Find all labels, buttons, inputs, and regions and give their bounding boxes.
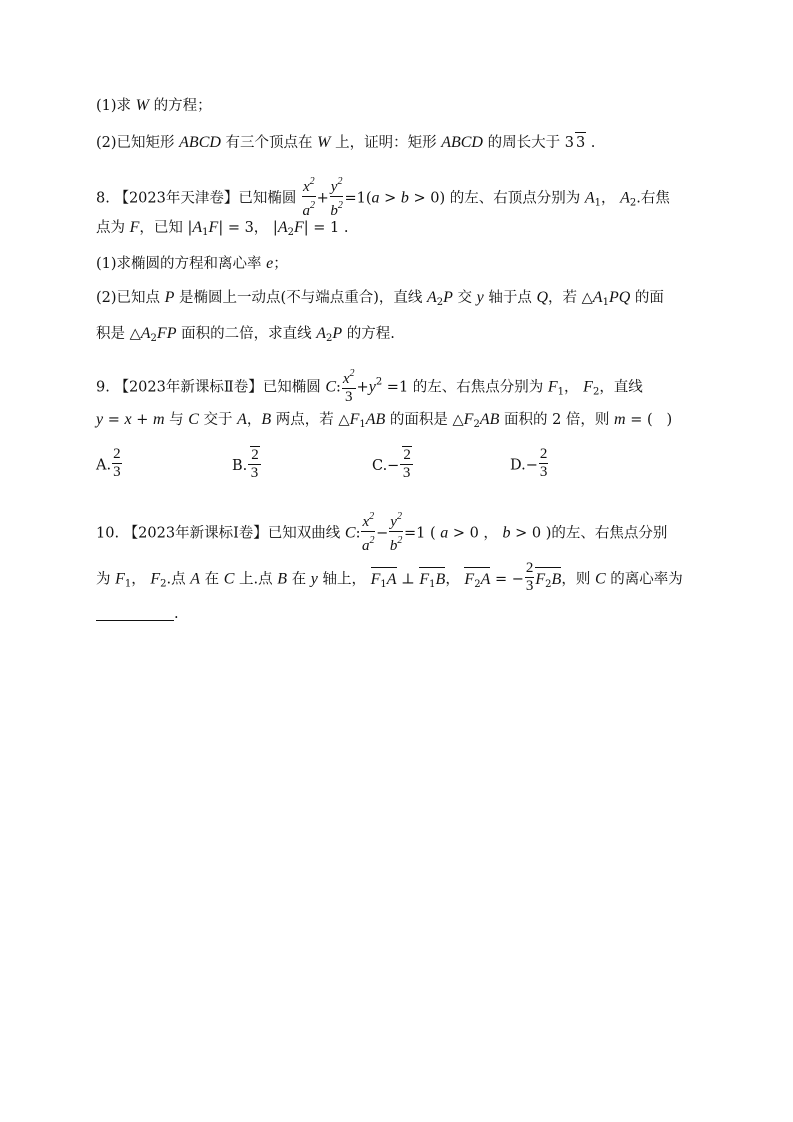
q9-option-b: B. $\frac{2}{3}$: [232, 447, 259, 481]
q9-option-d: D.− $\frac{2}{3}$: [510, 446, 548, 480]
q10-line3: .: [96, 604, 179, 624]
q9-line1: 9. 【2023年新课标Ⅱ卷】已知椭圆 C: $\frac{x^2}{3}$ $+y^2 =1$ 的左、右焦点分别为 $F_1$， $F_2$，直线: [96, 367, 643, 408]
q9-line2: y = x + m 与 C 交于 A，B 两点，若 $\triangle F_1AB$ 的面积是 $\triangle F_2AB$ 面积的 2 倍，则 m = ( ): [96, 411, 673, 430]
q10-line2: 为 $F_1$， $F_2$.点 A 在 C 上.点 B 在 y 轴上， $F_1A$ ⊥ $F_1B$， $F_2A$ = − $\frac{2}{3}$ $F_2B$，则 C 的离心率为: [96, 560, 683, 594]
q8-part1: (1)求椭圆的方程和离心率 e；: [96, 255, 288, 272]
q8-part2-line1: (2)已知点 P 是椭圆上一动点(不与端点重合)，直线 $A_2P$ 交 y 轴于点 Q，若 $\triangle A_1PQ$ 的面: [96, 289, 664, 308]
q8-line2: 点为 F，已知 $|A_1F| = 3$， $|A_2F| = 1$ .: [96, 219, 349, 238]
q7-part1: (1)求 W 的方程；: [96, 97, 212, 114]
q7-part2: (2)已知矩形 ABCD 有三个顶点在 W 上，证明：矩形 ABCD 的周长大于 3 3 .: [96, 134, 596, 151]
q8-line1: 8. 【2023年天津卷】已知椭圆 $\frac{x^2}{a^2}$ + $\frac{y^2}{b^2}$ =1(a > b > 0) 的左、右顶点分别为 $A_1$， $A_2$.右焦: [96, 175, 670, 222]
q8-part2-line2: 积是 $\triangle A_2FP$ 面积的二倍，求直线 $A_2P$ 的方程.: [96, 325, 395, 344]
answer-blank[interactable]: [96, 606, 174, 621]
q9-option-c: C.− $\frac{2}{3}$: [372, 447, 411, 481]
q9-option-a: A. $\frac{2}{3}$: [96, 446, 121, 480]
q10-line1: 10. 【2023年新课标Ⅰ卷】已知双曲线 C: $\frac{x^2}{a^2}$ − $\frac{y^2}{b^2}$ =1 ( a > 0 ， b > 0 )的左、右焦点分别: [96, 510, 667, 557]
